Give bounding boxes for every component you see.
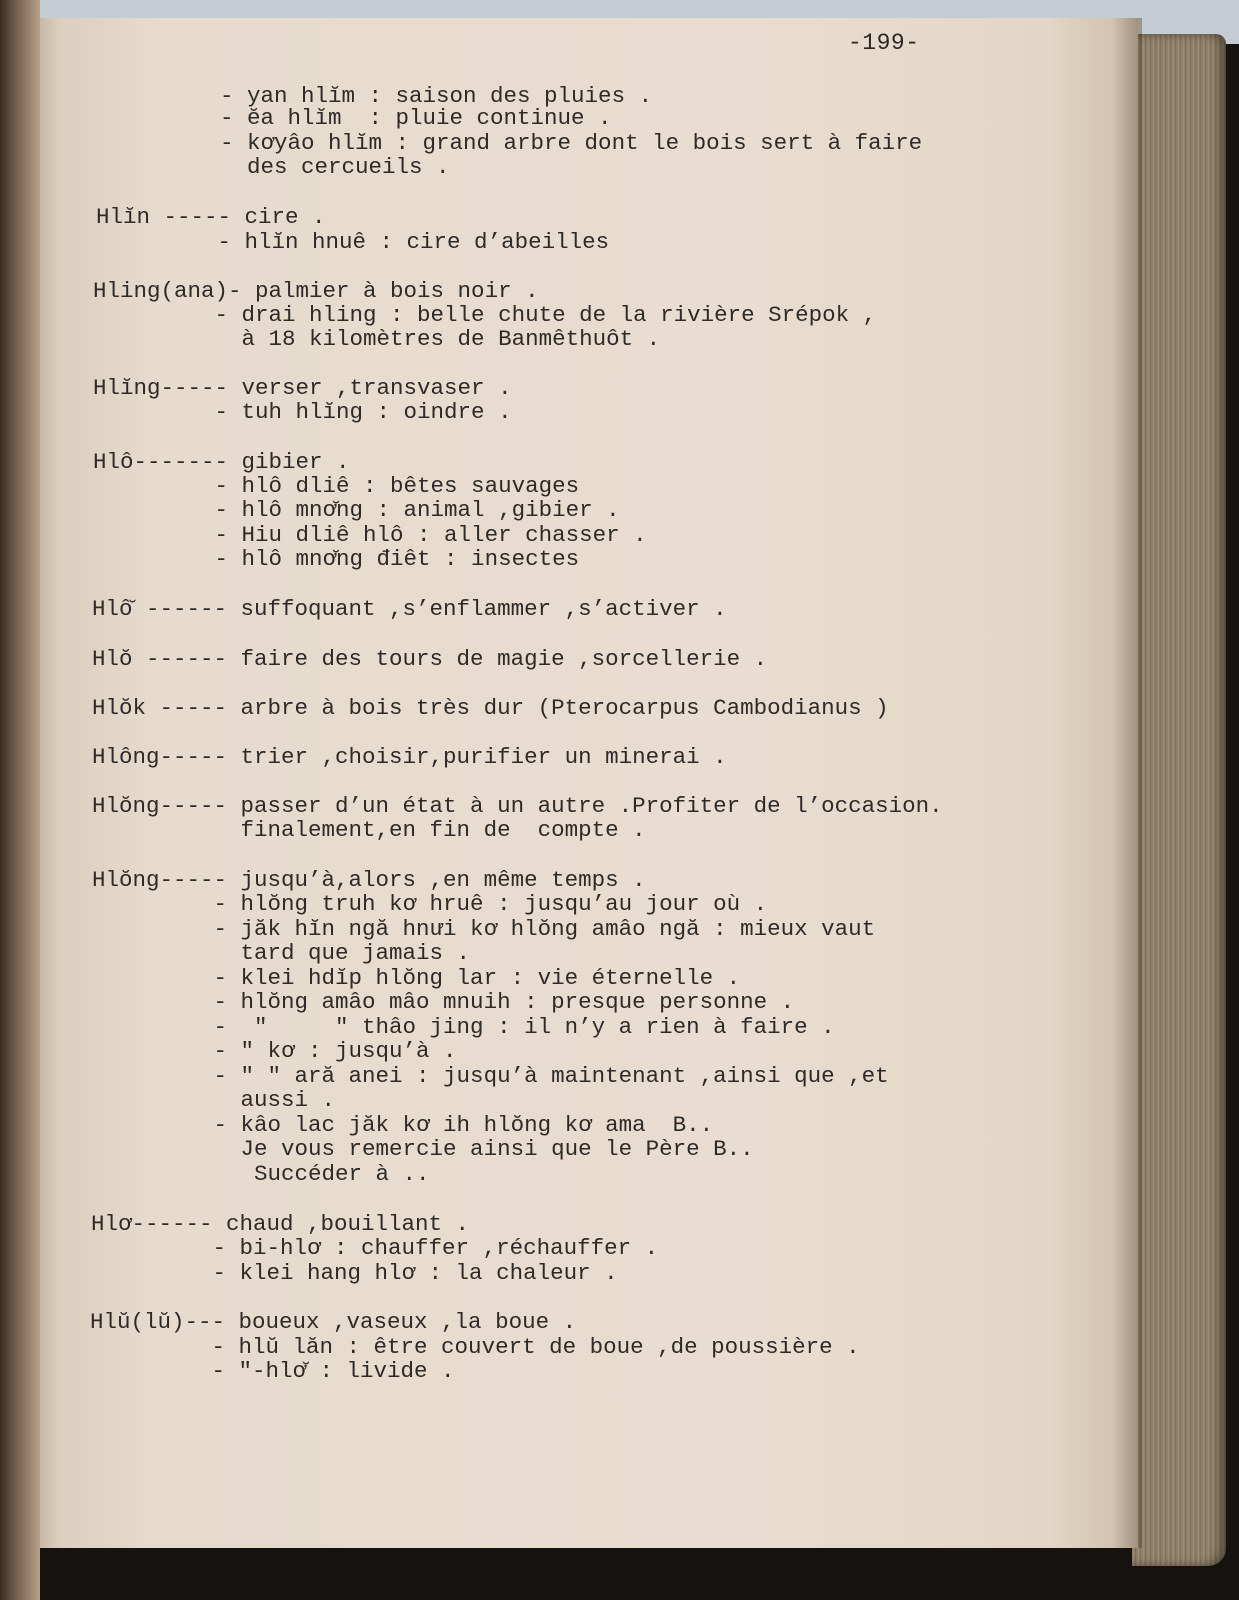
entry-line: - klei hdĭp hlŏng lar : vie éternelle . — [92, 965, 741, 991]
entry-line: - hlô dliê : bêtes sauvages — [93, 473, 580, 499]
entry-line: - jăk hĭn ngă hnưi kơ hlŏng amâo ngă : mieux vaut — [92, 916, 876, 942]
headword-line: Hlŏ ------ faire des tours de magie ,sorcellerie . — [92, 646, 768, 672]
entry-line: - hlô mnơ̆ng điêt : insectes — [93, 546, 580, 572]
entry-line: des cercueils . — [220, 154, 450, 180]
entry-line: - hlô mnơ̆ng : animal ,gibier . — [93, 497, 620, 523]
entry-line: - " " thâo jing : il n’y a rien à faire . — [92, 1014, 835, 1040]
entry-line: - bi-hlơ : chauffer ,réchauffer . — [91, 1235, 659, 1261]
entry-line: - drai hling : belle chute de la rivière Srépok , — [93, 302, 877, 328]
entry-line: finalement,en fin de compte . — [92, 817, 646, 843]
entry-line: Succéder à .. — [92, 1161, 430, 1187]
entry-line: - ĕa hlĭm : pluie continue . — [220, 105, 612, 131]
entry-line: - yan hlĭm : saison des pluies . — [220, 83, 653, 109]
left-page-edge — [0, 0, 40, 1600]
entry-line: - hlŭ lăn : être couvert de boue ,de poussière . — [90, 1334, 860, 1360]
entry-line: - hlĭn hnuê : cire d’abeilles — [96, 229, 610, 255]
entry-line: - Hiu dliê hlô : aller chasser . — [93, 522, 647, 548]
headword-line: Hlĭng----- verser ,transvaser . — [93, 375, 512, 401]
entry-line: - tuh hlĭng : oindre . — [93, 399, 512, 425]
headword-line: Hlơ------ chaud ,bouillant . — [91, 1211, 470, 1237]
page-shadow — [1112, 18, 1142, 1548]
headword-line: Hlĭn ----- cire . — [96, 204, 326, 230]
headword-line: Hlô̆ ------ suffoquant ,s’enflammer ,s’activer . — [92, 596, 727, 622]
headword-line: Hlŏng----- jusqu’à,alors ,en même temps . — [92, 867, 646, 893]
entry-line: à 18 kilomètres de Banmêthuôt . — [93, 326, 661, 352]
headword-line: Hlông----- trier ,choisir,purifier un minerai . — [92, 744, 727, 770]
page-stack-edge — [1132, 34, 1226, 1566]
headword-line: Hling(ana)- palmier à bois noir . — [93, 278, 539, 304]
headword-line: Hlŏng----- passer d’un état à un autre .Profiter de l’occasion. — [92, 793, 943, 819]
entry-line: - " " ară anei : jusqu’à maintenant ,ainsi que ,et — [92, 1063, 889, 1089]
entry-line: tard que jamais . — [92, 940, 471, 966]
entry-line: - "-hlơ̆ : livide . — [90, 1358, 455, 1384]
entry-line: - hlŏng truh kơ hruê : jusqu’au jour où . — [92, 891, 768, 917]
entry-line: - kâo lac jăk kơ ih hlŏng kơ ama B.. — [92, 1112, 714, 1138]
headword-line: Hlô------- gibier . — [93, 449, 350, 475]
page-number: -199- — [848, 30, 920, 56]
entry-line: - kơyâo hlĭm : grand arbre dont le bois sert à faire — [220, 130, 923, 156]
entry-line: aussi . — [92, 1087, 336, 1113]
entry-line: Je vous remercie ainsi que le Père B.. — [92, 1136, 754, 1162]
entry-line: - " kơ : jusqu’à . — [92, 1038, 457, 1064]
entry-line: - klei hang hlơ : la chaleur . — [91, 1260, 618, 1286]
entry-line: - hlŏng amâo mâo mnuih : presque personne . — [92, 989, 795, 1015]
headword-line: Hlŏk ----- arbre à bois très dur (Pterocarpus Cambodianus ) — [92, 695, 889, 721]
headword-line: Hlŭ(lŭ)--- boueux ,vaseux ,la boue . — [90, 1309, 577, 1335]
